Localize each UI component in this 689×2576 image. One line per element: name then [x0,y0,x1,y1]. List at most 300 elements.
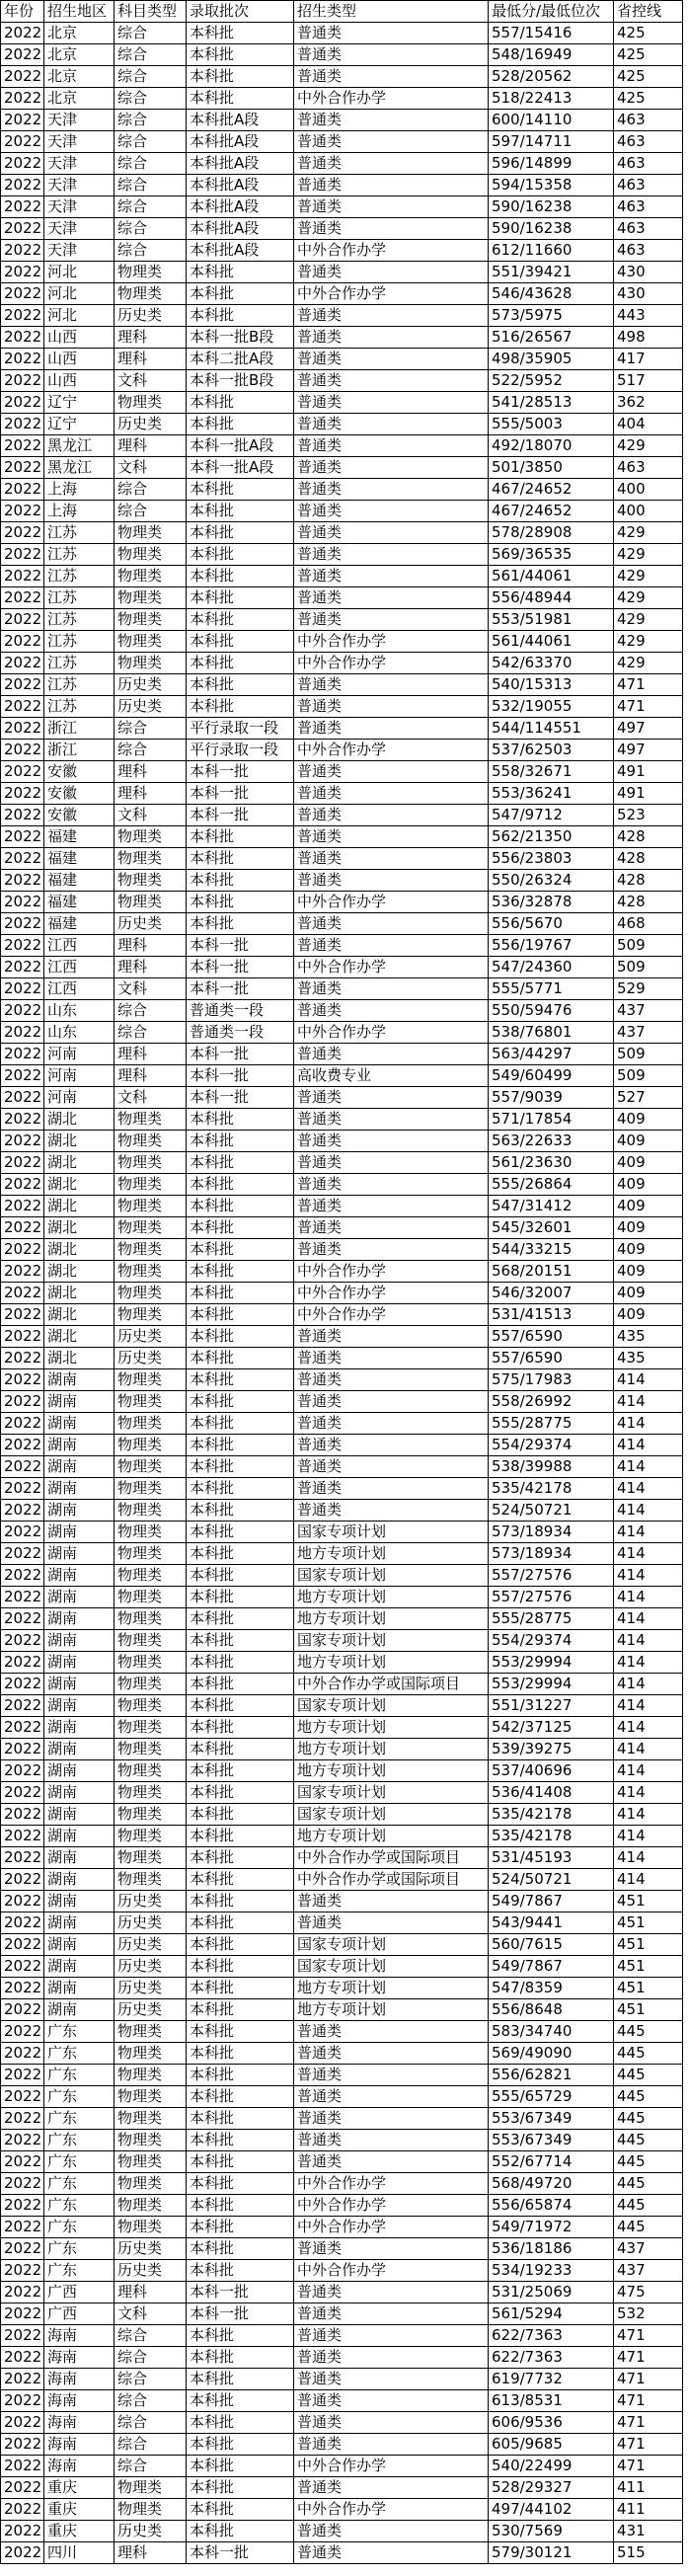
cell-year: 2022 [1,2325,44,2347]
cell-subject-type: 历史类 [115,674,187,696]
cell-control-line: 435 [614,1326,683,1348]
cell-enroll-type: 普通类 [294,2521,489,2542]
cell-enroll-type: 普通类 [294,2477,489,2499]
cell-control-line: 409 [614,1283,683,1304]
cell-subject-type: 历史类 [115,1912,187,1934]
cell-min-score-rank: 497/44102 [489,2499,614,2521]
cell-region: 广东 [44,2260,115,2282]
cell-batch: 本科批 [187,1283,294,1304]
cell-region: 湖北 [44,1283,115,1304]
cell-enroll-type: 普通类 [294,609,489,631]
header-min-score-rank: 最低分/最低位次 [489,1,614,23]
cell-region: 江苏 [44,696,115,718]
cell-region: 广东 [44,2217,115,2238]
cell-region: 湖南 [44,1717,115,1739]
cell-subject-type: 物理类 [115,392,187,414]
cell-year: 2022 [1,653,44,674]
cell-min-score-rank: 537/62503 [489,740,614,761]
cell-min-score-rank: 550/59476 [489,1000,614,1022]
cell-region: 湖南 [44,1956,115,1978]
cell-subject-type: 物理类 [115,1782,187,1804]
cell-batch: 本科批 [187,826,294,848]
cell-control-line: 414 [614,1717,683,1739]
cell-min-score-rank: 563/44297 [489,1044,614,1065]
cell-control-line: 515 [614,2542,683,2564]
cell-batch: 本科批 [187,2065,294,2086]
cell-subject-type: 物理类 [115,1196,187,1217]
table-row [1,1109,683,1131]
cell-year: 2022 [1,2195,44,2217]
cell-region: 湖北 [44,1239,115,1261]
table-row [1,2499,683,2521]
cell-subject-type: 历史类 [115,913,187,935]
cell-year: 2022 [1,2521,44,2542]
cell-region: 广东 [44,2195,115,2217]
cell-control-line: 414 [614,1456,683,1478]
cell-subject-type: 物理类 [115,1674,187,1695]
cell-enroll-type: 普通类 [294,370,489,392]
cell-enroll-type: 中外合作办学 [294,653,489,674]
cell-region: 湖南 [44,1369,115,1391]
cell-subject-type: 综合 [115,175,187,196]
cell-min-score-rank: 555/28775 [489,1413,614,1435]
cell-subject-type: 物理类 [115,1608,187,1630]
cell-control-line: 471 [614,2369,683,2390]
cell-subject-type: 物理类 [115,2499,187,2521]
cell-min-score-rank: 543/9441 [489,1912,614,1934]
cell-year: 2022 [1,1261,44,1283]
cell-min-score-rank: 573/5975 [489,305,614,327]
cell-control-line: 463 [614,131,683,153]
cell-min-score-rank: 605/9685 [489,2434,614,2456]
cell-region: 福建 [44,848,115,870]
cell-batch: 本科批A段 [187,175,294,196]
cell-batch: 本科批 [187,1196,294,1217]
cell-region: 江苏 [44,631,115,653]
table-row [1,631,683,653]
cell-year: 2022 [1,522,44,544]
header-enroll-type: 招生类型 [294,1,489,23]
cell-batch: 本科一批 [187,935,294,957]
cell-batch: 本科批 [187,2456,294,2477]
cell-enroll-type: 普通类 [294,1912,489,1934]
table-row [1,2477,683,2499]
table-row [1,392,683,414]
cell-batch: 本科批 [187,501,294,522]
cell-enroll-type: 普通类 [294,1413,489,1435]
table-row [1,2021,683,2043]
cell-enroll-type: 地方专项计划 [294,1978,489,1999]
table-row [1,1000,683,1022]
cell-year: 2022 [1,262,44,283]
cell-enroll-type: 普通类 [294,1891,489,1912]
cell-enroll-type: 普通类 [294,2369,489,2390]
cell-subject-type: 物理类 [115,2043,187,2065]
cell-min-score-rank: 531/45193 [489,1847,614,1869]
cell-min-score-rank: 557/6590 [489,1326,614,1348]
cell-batch: 本科批 [187,66,294,88]
header-subject-type: 科目类型 [115,1,187,23]
cell-year: 2022 [1,131,44,153]
cell-enroll-type: 地方专项计划 [294,1587,489,1608]
cell-subject-type: 物理类 [115,826,187,848]
cell-control-line: 463 [614,196,683,218]
table-row [1,2173,683,2195]
cell-enroll-type: 普通类 [294,566,489,587]
cell-batch: 本科一批 [187,957,294,978]
cell-region: 湖北 [44,1261,115,1283]
cell-enroll-type: 中外合作办学 [294,2499,489,2521]
cell-min-score-rank: 575/17983 [489,1369,614,1391]
cell-min-score-rank: 594/15358 [489,175,614,196]
cell-control-line: 451 [614,1978,683,1999]
cell-batch: 本科批 [187,1608,294,1630]
cell-min-score-rank: 547/31412 [489,1196,614,1217]
cell-batch: 本科一批B段 [187,327,294,349]
table-row [1,2260,683,2282]
cell-batch: 本科批A段 [187,196,294,218]
table-row [1,479,683,501]
cell-enroll-type: 中外合作办学 [294,88,489,110]
cell-year: 2022 [1,2347,44,2369]
cell-min-score-rank: 549/71972 [489,2217,614,2238]
cell-batch: 本科批 [187,2021,294,2043]
cell-year: 2022 [1,305,44,327]
cell-region: 湖南 [44,1413,115,1435]
cell-min-score-rank: 539/39275 [489,1739,614,1760]
cell-year: 2022 [1,631,44,653]
cell-batch: 本科批 [187,609,294,631]
cell-min-score-rank: 555/26864 [489,1174,614,1196]
cell-batch: 本科批 [187,2369,294,2390]
cell-subject-type: 物理类 [115,1174,187,1196]
cell-region: 湖南 [44,1695,115,1717]
cell-region: 湖南 [44,1500,115,1522]
cell-control-line: 409 [614,1196,683,1217]
cell-min-score-rank: 551/39421 [489,262,614,283]
cell-batch: 本科批 [187,2173,294,2195]
cell-control-line: 451 [614,1891,683,1912]
cell-control-line: 509 [614,1065,683,1087]
cell-batch: 本科批 [187,2086,294,2108]
cell-enroll-type: 普通类 [294,1500,489,1522]
table-row [1,1304,683,1326]
table-row [1,218,683,240]
cell-control-line: 445 [614,2217,683,2238]
cell-control-line: 414 [614,1478,683,1500]
cell-enroll-type: 地方专项计划 [294,1543,489,1565]
cell-year: 2022 [1,218,44,240]
cell-subject-type: 历史类 [115,1934,187,1956]
cell-batch: 本科一批A段 [187,457,294,479]
table-row [1,718,683,740]
cell-year: 2022 [1,349,44,370]
cell-enroll-type: 地方专项计划 [294,1826,489,1847]
table-row [1,327,683,349]
cell-control-line: 475 [614,2282,683,2303]
cell-year: 2022 [1,1174,44,1196]
cell-subject-type: 历史类 [115,305,187,327]
cell-region: 湖南 [44,1522,115,1543]
cell-control-line: 435 [614,1348,683,1369]
cell-year: 2022 [1,1391,44,1413]
cell-control-line: 471 [614,2325,683,2347]
cell-control-line: 497 [614,718,683,740]
cell-region: 福建 [44,892,115,913]
cell-region: 海南 [44,2325,115,2347]
cell-year: 2022 [1,1065,44,1087]
cell-year: 2022 [1,740,44,761]
cell-year: 2022 [1,2369,44,2390]
cell-batch: 本科批 [187,1652,294,1674]
table-row [1,566,683,587]
cell-control-line: 428 [614,892,683,913]
cell-region: 湖南 [44,1565,115,1587]
cell-min-score-rank: 551/31227 [489,1695,614,1717]
cell-year: 2022 [1,2086,44,2108]
cell-enroll-type: 中外合作办学 [294,2260,489,2282]
cell-min-score-rank: 546/43628 [489,283,614,305]
cell-enroll-type: 普通类 [294,848,489,870]
cell-region: 湖北 [44,1304,115,1326]
cell-control-line: 445 [614,2173,683,2195]
cell-enroll-type: 中外合作办学或国际项目 [294,1869,489,1891]
cell-region: 湖南 [44,1630,115,1652]
cell-region: 河南 [44,1044,115,1065]
table-row [1,1543,683,1565]
cell-region: 湖南 [44,1456,115,1478]
cell-enroll-type: 普通类 [294,2303,489,2325]
cell-enroll-type: 普通类 [294,1044,489,1065]
cell-batch: 本科批 [187,1565,294,1587]
table-row [1,1152,683,1174]
cell-region: 湖北 [44,1196,115,1217]
cell-region: 山东 [44,1000,115,1022]
cell-batch: 本科批 [187,1630,294,1652]
cell-min-score-rank: 547/9712 [489,805,614,826]
cell-region: 重庆 [44,2521,115,2542]
table-row [1,2195,683,2217]
cell-control-line: 414 [614,1826,683,1847]
cell-subject-type: 文科 [115,2303,187,2325]
cell-year: 2022 [1,2282,44,2303]
table-row [1,609,683,631]
cell-control-line: 463 [614,110,683,131]
cell-subject-type: 物理类 [115,1587,187,1608]
cell-batch: 本科批 [187,1891,294,1912]
cell-control-line: 400 [614,501,683,522]
cell-min-score-rank: 557/6590 [489,1348,614,1369]
cell-subject-type: 物理类 [115,631,187,653]
cell-enroll-type: 国家专项计划 [294,1522,489,1543]
cell-batch: 本科批 [187,1847,294,1869]
cell-batch: 本科批 [187,2260,294,2282]
cell-control-line: 491 [614,761,683,783]
cell-control-line: 429 [614,587,683,609]
cell-batch: 本科批 [187,1782,294,1804]
cell-min-score-rank: 573/18934 [489,1522,614,1543]
cell-control-line: 414 [614,1435,683,1456]
cell-year: 2022 [1,2173,44,2195]
table-row [1,1369,683,1391]
cell-year: 2022 [1,805,44,826]
cell-subject-type: 物理类 [115,1543,187,1565]
cell-control-line: 529 [614,978,683,1000]
cell-control-line: 445 [614,2108,683,2130]
cell-subject-type: 物理类 [115,2151,187,2173]
cell-subject-type: 综合 [115,2325,187,2347]
cell-year: 2022 [1,1695,44,1717]
cell-subject-type: 综合 [115,479,187,501]
cell-enroll-type: 国家专项计划 [294,1956,489,1978]
cell-region: 湖北 [44,1174,115,1196]
cell-region: 湖南 [44,1999,115,2021]
cell-year: 2022 [1,1087,44,1109]
cell-year: 2022 [1,1587,44,1608]
table-row [1,2086,683,2108]
cell-subject-type: 综合 [115,240,187,262]
cell-min-score-rank: 538/39988 [489,1456,614,1478]
cell-year: 2022 [1,1304,44,1326]
cell-subject-type: 物理类 [115,1109,187,1131]
cell-control-line: 411 [614,2499,683,2521]
cell-region: 江苏 [44,522,115,544]
cell-control-line: 429 [614,522,683,544]
cell-region: 北京 [44,88,115,110]
cell-region: 天津 [44,110,115,131]
table-row [1,1804,683,1826]
cell-control-line: 414 [614,1587,683,1608]
cell-control-line: 414 [614,1630,683,1652]
table-row [1,1044,683,1065]
cell-min-score-rank: 553/29994 [489,1652,614,1674]
cell-year: 2022 [1,2412,44,2434]
cell-enroll-type: 中外合作办学 [294,2195,489,2217]
table-row [1,544,683,566]
cell-min-score-rank: 537/40696 [489,1760,614,1782]
table-row [1,2325,683,2347]
cell-year: 2022 [1,1999,44,2021]
cell-enroll-type: 普通类 [294,435,489,457]
header-region: 招生地区 [44,1,115,23]
cell-year: 2022 [1,1413,44,1435]
table-row [1,1760,683,1782]
cell-year: 2022 [1,1478,44,1500]
cell-enroll-type: 普通类 [294,392,489,414]
cell-year: 2022 [1,2108,44,2130]
cell-subject-type: 历史类 [115,2238,187,2260]
cell-subject-type: 物理类 [115,2108,187,2130]
cell-subject-type: 物理类 [115,1131,187,1152]
cell-region: 湖南 [44,1608,115,1630]
cell-batch: 本科批 [187,2195,294,2217]
cell-batch: 平行录取一段 [187,740,294,761]
cell-enroll-type: 普通类 [294,674,489,696]
cell-batch: 本科批 [187,1131,294,1152]
cell-subject-type: 物理类 [115,1717,187,1739]
cell-enroll-type: 普通类 [294,805,489,826]
table-row [1,44,683,66]
table-row [1,1413,683,1435]
cell-control-line: 463 [614,153,683,175]
cell-year: 2022 [1,2260,44,2282]
cell-year: 2022 [1,674,44,696]
cell-enroll-type: 中外合作办学 [294,240,489,262]
cell-batch: 本科批 [187,522,294,544]
cell-subject-type: 物理类 [115,1652,187,1674]
cell-enroll-type: 普通类 [294,262,489,283]
cell-min-score-rank: 522/5952 [489,370,614,392]
cell-control-line: 429 [614,631,683,653]
cell-batch: 本科批 [187,1739,294,1760]
cell-year: 2022 [1,2477,44,2499]
cell-year: 2022 [1,870,44,892]
cell-control-line: 532 [614,2303,683,2325]
cell-batch: 本科批 [187,2499,294,2521]
cell-enroll-type: 国家专项计划 [294,1934,489,1956]
cell-year: 2022 [1,1456,44,1478]
cell-subject-type: 历史类 [115,1978,187,1999]
cell-year: 2022 [1,1217,44,1239]
cell-enroll-type: 普通类 [294,1435,489,1456]
cell-subject-type: 历史类 [115,2260,187,2282]
cell-year: 2022 [1,1891,44,1912]
cell-min-score-rank: 561/5294 [489,2303,614,2325]
cell-region: 天津 [44,240,115,262]
cell-subject-type: 综合 [115,153,187,175]
cell-min-score-rank: 556/62821 [489,2065,614,2086]
cell-min-score-rank: 596/14899 [489,153,614,175]
cell-region: 广东 [44,2130,115,2151]
cell-enroll-type: 普通类 [294,1369,489,1391]
cell-year: 2022 [1,2130,44,2151]
cell-min-score-rank: 597/14711 [489,131,614,153]
cell-min-score-rank: 622/7363 [489,2325,614,2347]
cell-region: 河南 [44,1087,115,1109]
cell-control-line: 430 [614,283,683,305]
cell-batch: 本科批 [187,674,294,696]
cell-control-line: 451 [614,1999,683,2021]
table-row [1,1847,683,1869]
cell-batch: 本科批 [187,2238,294,2260]
cell-subject-type: 综合 [115,1022,187,1044]
cell-min-score-rank: 556/8648 [489,1999,614,2021]
cell-control-line: 404 [614,414,683,435]
cell-year: 2022 [1,544,44,566]
cell-batch: 本科批 [187,1369,294,1391]
cell-year: 2022 [1,2065,44,2086]
cell-year: 2022 [1,196,44,218]
cell-control-line: 471 [614,2456,683,2477]
cell-subject-type: 物理类 [115,262,187,283]
cell-min-score-rank: 553/36241 [489,783,614,805]
cell-control-line: 414 [614,1695,683,1717]
cell-year: 2022 [1,153,44,175]
cell-min-score-rank: 557/27576 [489,1565,614,1587]
cell-subject-type: 综合 [115,2434,187,2456]
cell-subject-type: 文科 [115,978,187,1000]
cell-year: 2022 [1,1760,44,1782]
cell-batch: 本科批A段 [187,218,294,240]
table-row [1,283,683,305]
cell-subject-type: 物理类 [115,1261,187,1283]
cell-batch: 本科批 [187,1912,294,1934]
cell-region: 海南 [44,2347,115,2369]
cell-batch: 本科批 [187,1500,294,1522]
cell-subject-type: 历史类 [115,1348,187,1369]
cell-min-score-rank: 555/28775 [489,1608,614,1630]
cell-subject-type: 物理类 [115,1522,187,1543]
